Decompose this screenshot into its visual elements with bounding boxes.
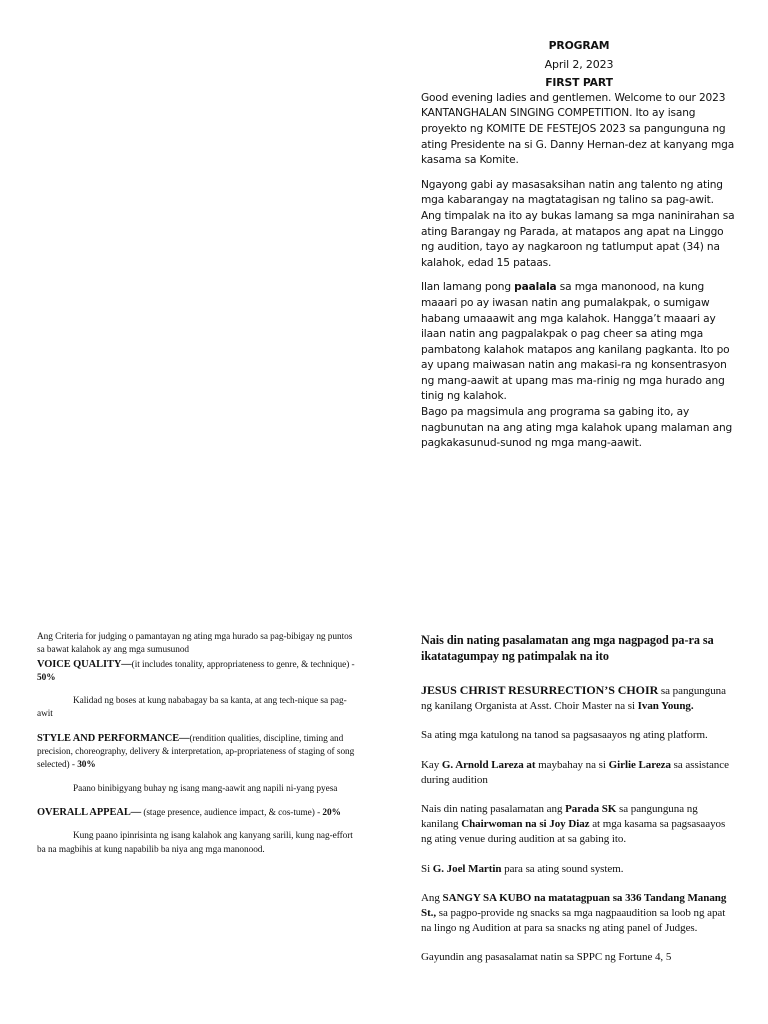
- voice-quality-criterion: VOICE QUALITY—(it includes tonality, appropriateness to genre, & technique) - 50%: [37, 658, 355, 683]
- style-note: Paano binibigyang buhay ng isang mang-aawit ang napili ni-yang pyesa: [73, 783, 338, 794]
- lareza-thanks: Kay G. Arnold Lareza at maybahay na si Girlie Lareza sa assistance during audition: [421, 758, 729, 786]
- draw-paragraph: Bago pa magsimula ang programa sa gabing ito, ay nagbunutan na ang ating mga kalahok upang malaman ang pagkakasunud-sunod ng mga mang-aawit.: [421, 406, 733, 450]
- sangy-thanks: Ang SANGY SA KUBO na matatagpuan sa 336 Tandang Manang St., sa pagpo-provide ng snacks sa mga nagpaaudition sa loob ng apat na lingo ng Audition at para sa snacks ng ating panel of Judges.: [421, 891, 727, 935]
- criteria-intro: Ang Criteria for judging o pamantayan ng ating mga hurado sa pag-bibigay ng puntos sa bawat kalahok ay ang mga sumusunod: [37, 632, 353, 656]
- reminder-paragraph: Ilan lamang pong paalala sa mga manonood, na kung maaari po ay iwasan natin ang pumalakpak, o sumigaw habang umaaawit ang mga kalahok. Hangga’t maaari ay ilaan natin ang pagpalakpak o pag cheer sa ating mga pambatong kalahok matapos ang kanilang pagkanta. Ito po ay upang maiwasan natin ang makasi-ra ng konsentrasyon ng mang-aawit at upang mas ma-rinig ng mga hurado ang tinig ng kalahok.: [421, 281, 730, 403]
- tanod-thanks: Sa ating mga katulong na tanod sa pagsasaayos ng ating platform.: [421, 729, 708, 742]
- sound-thanks: Si G. Joel Martin para sa ating sound system.: [421, 862, 624, 875]
- voice-quality-note: Kalidad ng boses at kung nababagay ba sa kanta, at ang tech-nique sa pag-awit: [37, 696, 347, 720]
- sppc-thanks: Gayundin ang pasasalamat natin sa SPPC ng Fortune 4, 5: [421, 951, 672, 964]
- overall-appeal-note: Kung paano ipinrisinta ng isang kalahok ang kanyang sarili, kung nag-effort ba na magbihis at kung napabilib ba niya ang mga manonood.: [37, 831, 353, 855]
- choir-thanks: JESUS CHRIST RESURRECTION’S CHOIR sa pangunguna ng kanilang Organista at Asst. Choir Master na si Ivan Young.: [421, 683, 726, 713]
- reminder-keyword: paalala: [514, 281, 557, 294]
- acknowledgements-section: [421, 632, 737, 980]
- acknowledgements-heading: Nais din nating pasalamatan ang mga nagpagod pa-ra sa ikatatagumpay ng patimpalak na ito: [421, 633, 714, 663]
- talent-paragraph: Ngayong gabi ay masasaksihan natin ang talento ng ating mga kabarangay na magtatagisan ng talino sa pag-awit. Ang timpalak na ito ay bukas lamang sa mga naninirahan sa ating Barangay ng Parada, at matapos ang apat na Linggo ng audition, tayo ay nagkaroon ng tatlumput apat (34) na kalahok, edad 15 pataas.: [421, 178, 735, 269]
- criteria-section: [37, 631, 355, 867]
- welcome-paragraph: Good evening ladies and gentlemen. Welcome to our 2023 KANTANGHALAN SINGING COMPETITION. Ito ay isang proyekto ng KOMITE DE FESTEJOS 2023 sa pangunguna ng ating Presidente na si G. Danny Hernan-dez at kanyang mga kasama sa Komite.: [421, 91, 735, 167]
- program-section: [421, 38, 737, 461]
- program-title: PROGRAM: [548, 39, 610, 52]
- overall-appeal-criterion: OVERALL APPEAL— (stage presence, audience impact, & cos-tume) - 20%: [37, 806, 341, 818]
- program-date: April 2, 2023: [544, 57, 614, 71]
- sk-thanks: Nais din nating pasalamatan ang Parada SK sa pangunguna ng kanilang Chairwoman na si Joy Diaz at mga kasama sa pagsasaayos ng ating venue during audition at sa gabing ito.: [421, 803, 726, 846]
- style-criterion: STYLE AND PERFORMANCE—(rendition qualities, discipline, timing and precision, choreography, delivery & interpretation, ap-propriateness of staging of song selected) - 30%: [37, 732, 355, 771]
- part-heading: FIRST PART: [545, 76, 613, 90]
